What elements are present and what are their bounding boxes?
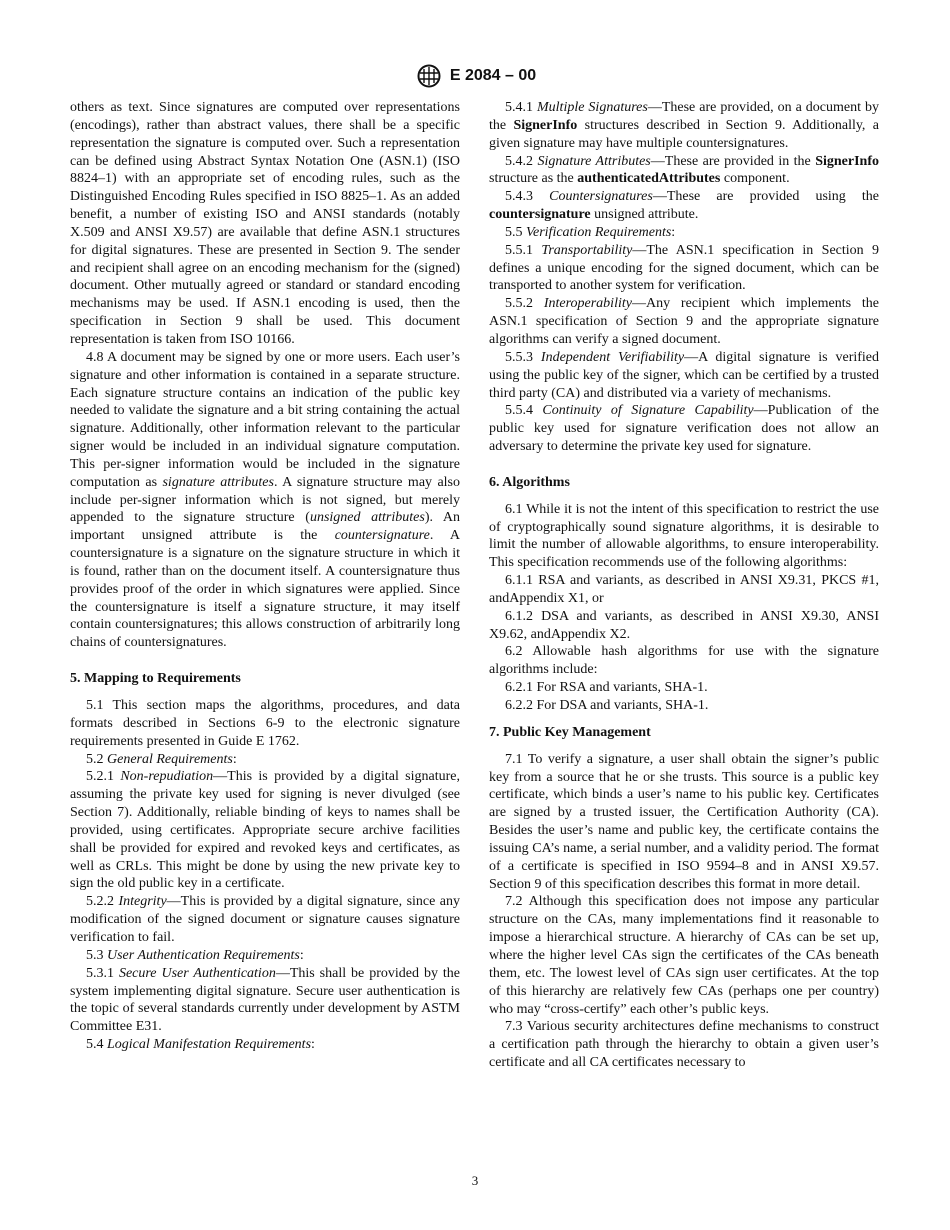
paragraph-6-1: 6.1 While it is not the intent of this specification to restrict the use of cryptographically sound signature algorithms, it is desirable to limit the number of allowable algorithms, to ensure interoperability. This specification recommends use of the following algorithms: [489, 501, 879, 571]
paragraph-6-2-1: 6.2.1 For RSA and variants, SHA-1. [505, 680, 708, 696]
page-number: 3 [471, 1173, 479, 1188]
paragraph-5-5-1: 5.5.1 Transportability—The ASN.1 specification in Section 9 defines a unique encoding for the signed document, which can be transported to another system for verification. [489, 242, 879, 294]
paragraph: others as text. Since signatures are computed over representations (encodings), rather than abstract values, there shall be a specific representation the signature is computed over. Such a representation can be defined using Abstract Syntax Notation One (ASN.1) (ISO 8824–1) with an appropriate set of encoding rules, such as the Distinguished Encoding Rules specified in ISO 8825–1. As an added benefit, a number of existing ISO and ANSI standards (notably X.509 and ANSI X9.57) are available that define ASN.1 structures for digital signatures. These are presented in Section 9. The sender and recipient shall agree on an encoding mechanism for the (signed) document. Other mutually agreed or standard or standard encoding mechanisms may be used. If ASN.1 encoding is used, then the specification in Section 9 shall be used. This document representation is taken from ISO 10166. [70, 100, 460, 347]
paragraph-5-3: 5.3 User Authentication Requirements: [86, 947, 304, 963]
section-heading-5: 5. Mapping to Requirements [70, 671, 241, 687]
paragraph-7-1: 7.1 To verify a signature, a user shall obtain the signer’s public key from a source that he or she trusts. This source is a public key certificate, which binds a user’s name to his public key. Certificates are signed by a trusted issuer, the Certification Authority (CA). Besides the user’s name and public key, the certificate contains the issuing CA’s name, a serial number, and a validity period. The format of a certificate is specified in ISO 9594–8 and in ANSI X9.57. Section 9 of this specification describes this format in more detail. [489, 751, 879, 892]
paragraph-7-2: 7.2 Although this specification does not impose any particular structure on the CAs, many implementations find it reasonable to impose a hierarchical structure. A hierarchy of CAs can be set up, where the higher level CAs sign the certificates of the CAs beneath them, etc. The lowest level of CAs sign user certificates. At the top of this hierarchy are relatively few CAs (perhaps one per country) who may “cross-certify” each other’s public keys. [489, 894, 879, 1017]
paragraph-5-5-2: 5.5.2 Interoperability—Any recipient which implements the ASN.1 specification of Section 9 and the appropriate signature algorithms can verify a signed document. [489, 296, 879, 347]
paragraph-5-2-2: 5.2.2 Integrity—This is provided by a digital signature, since any modification of the signed document or signature causes signature verification to fail. [70, 894, 461, 945]
paragraph-5-3-1: 5.3.1 Secure User Authentication—This shall be provided by the system implementing digital signature. Secure user authentication is the topic of several standards currently under development by ASTM Committee E31. [70, 965, 460, 1035]
paragraph-5-5-3: 5.5.3 Independent Verifiability—A digital signature is verified using the public key of the signer, which can be certified by a trusted third party (CA) and distributed via a variety of mechanisms. [489, 349, 880, 401]
paragraph-5-2-1: 5.2.1 Non-repudiation—This is provided by a digital signature, assuming the private key used for signing is never divulged (see Section 7). Additionally, reliable binding of keys to names shall be provided, using certificates. Appropriate secure archive facilities shall be provided for expired and revoked keys and certificates, as well as CRLs. This might be done by using the new private key to sign the old public key in a certificate. [70, 769, 461, 892]
paragraph-6-1-2: 6.1.2 DSA and variants, as described in ANSI X9.30, ANSI X9.62, andAppendix X2. [489, 608, 879, 642]
section-heading-6: 6. Algorithms [489, 474, 570, 490]
paragraph-6-2: 6.2 Allowable hash algorithms for use with the signature algorithms include: [489, 644, 879, 678]
paragraph-5-5: 5.5 Verification Requirements: [505, 224, 676, 240]
paragraph-5-4-3: 5.4.3 Countersignatures—These are provided using the countersignature unsigned attribute. [489, 189, 879, 223]
standard-designation: E 2084 – 00 [449, 67, 537, 85]
paragraph-5-1: 5.1 This section maps the algorithms, procedures, and data formats described in Sections 6-9 to the electronic signature requirements presented in Guide E 1762. [70, 698, 460, 749]
paragraph-5-4-2: 5.4.2 Signature Attributes—These are provided in the SignerInfo structure as the authenticatedAttributes component. [489, 153, 880, 187]
paragraph-5-2: 5.2 General Requirements: [86, 751, 237, 767]
paragraph-5-5-4: 5.5.4 Continuity of Signature Capability—Publication of the public key used for signature verification does not allow an adversary to determine the private key used for signature. [489, 403, 879, 455]
paragraph-4-8: 4.8 A document may be signed by one or more users. Each user’s signature and other information is contained in a separate structure. Each signature structure contains an indication of the public key needed to validate the signature and a bit string containing the actual signature. Additionally, other information relevant to the particular signer would be included in an individual signature computation. This per-signer information would be included in the signature computation as signature attributes. A signature structure may also include per-signer information which is not signed, but merely appended to the signature structure (unsigned attributes). An important unsigned attribute is the countersignature. A countersignature is a signature on the signature structure in which it is found, rather than on the document itself. A countersignature thus provides proof of the order in which signatures were applied. Since the countersignature is itself a signature structure, it may itself contain countersignatures; this allows construction of arbitrarily long chains of countersignatures. [70, 349, 461, 651]
paragraph-7-3: 7.3 Various security architectures define mechanisms to construct a certification path through the hierarchy to obtain a given user’s certificate and all CA certificates necessary to [489, 1019, 879, 1071]
paragraph-5-4-1: 5.4.1 Multiple Signatures—These are provided, on a document by the SignerInfo structures described in Section 9. Additionally, a given signature may have multiple countersignatures. [489, 100, 880, 151]
astm-logo-icon [414, 64, 444, 88]
paragraph-5-4: 5.4 Logical Manifestation Requirements: [86, 1037, 315, 1053]
paragraph-6-2-2: 6.2.2 For DSA and variants, SHA-1. [505, 698, 709, 713]
right-column [489, 99, 879, 1072]
paragraph-6-1-1: 6.1.1 RSA and variants, as described in ANSI X9.31, PKCS #1, andAppendix X1, or [489, 573, 879, 606]
left-column [70, 99, 460, 1054]
section-heading-7: 7. Public Key Management [489, 724, 651, 740]
page-header [0, 64, 950, 88]
